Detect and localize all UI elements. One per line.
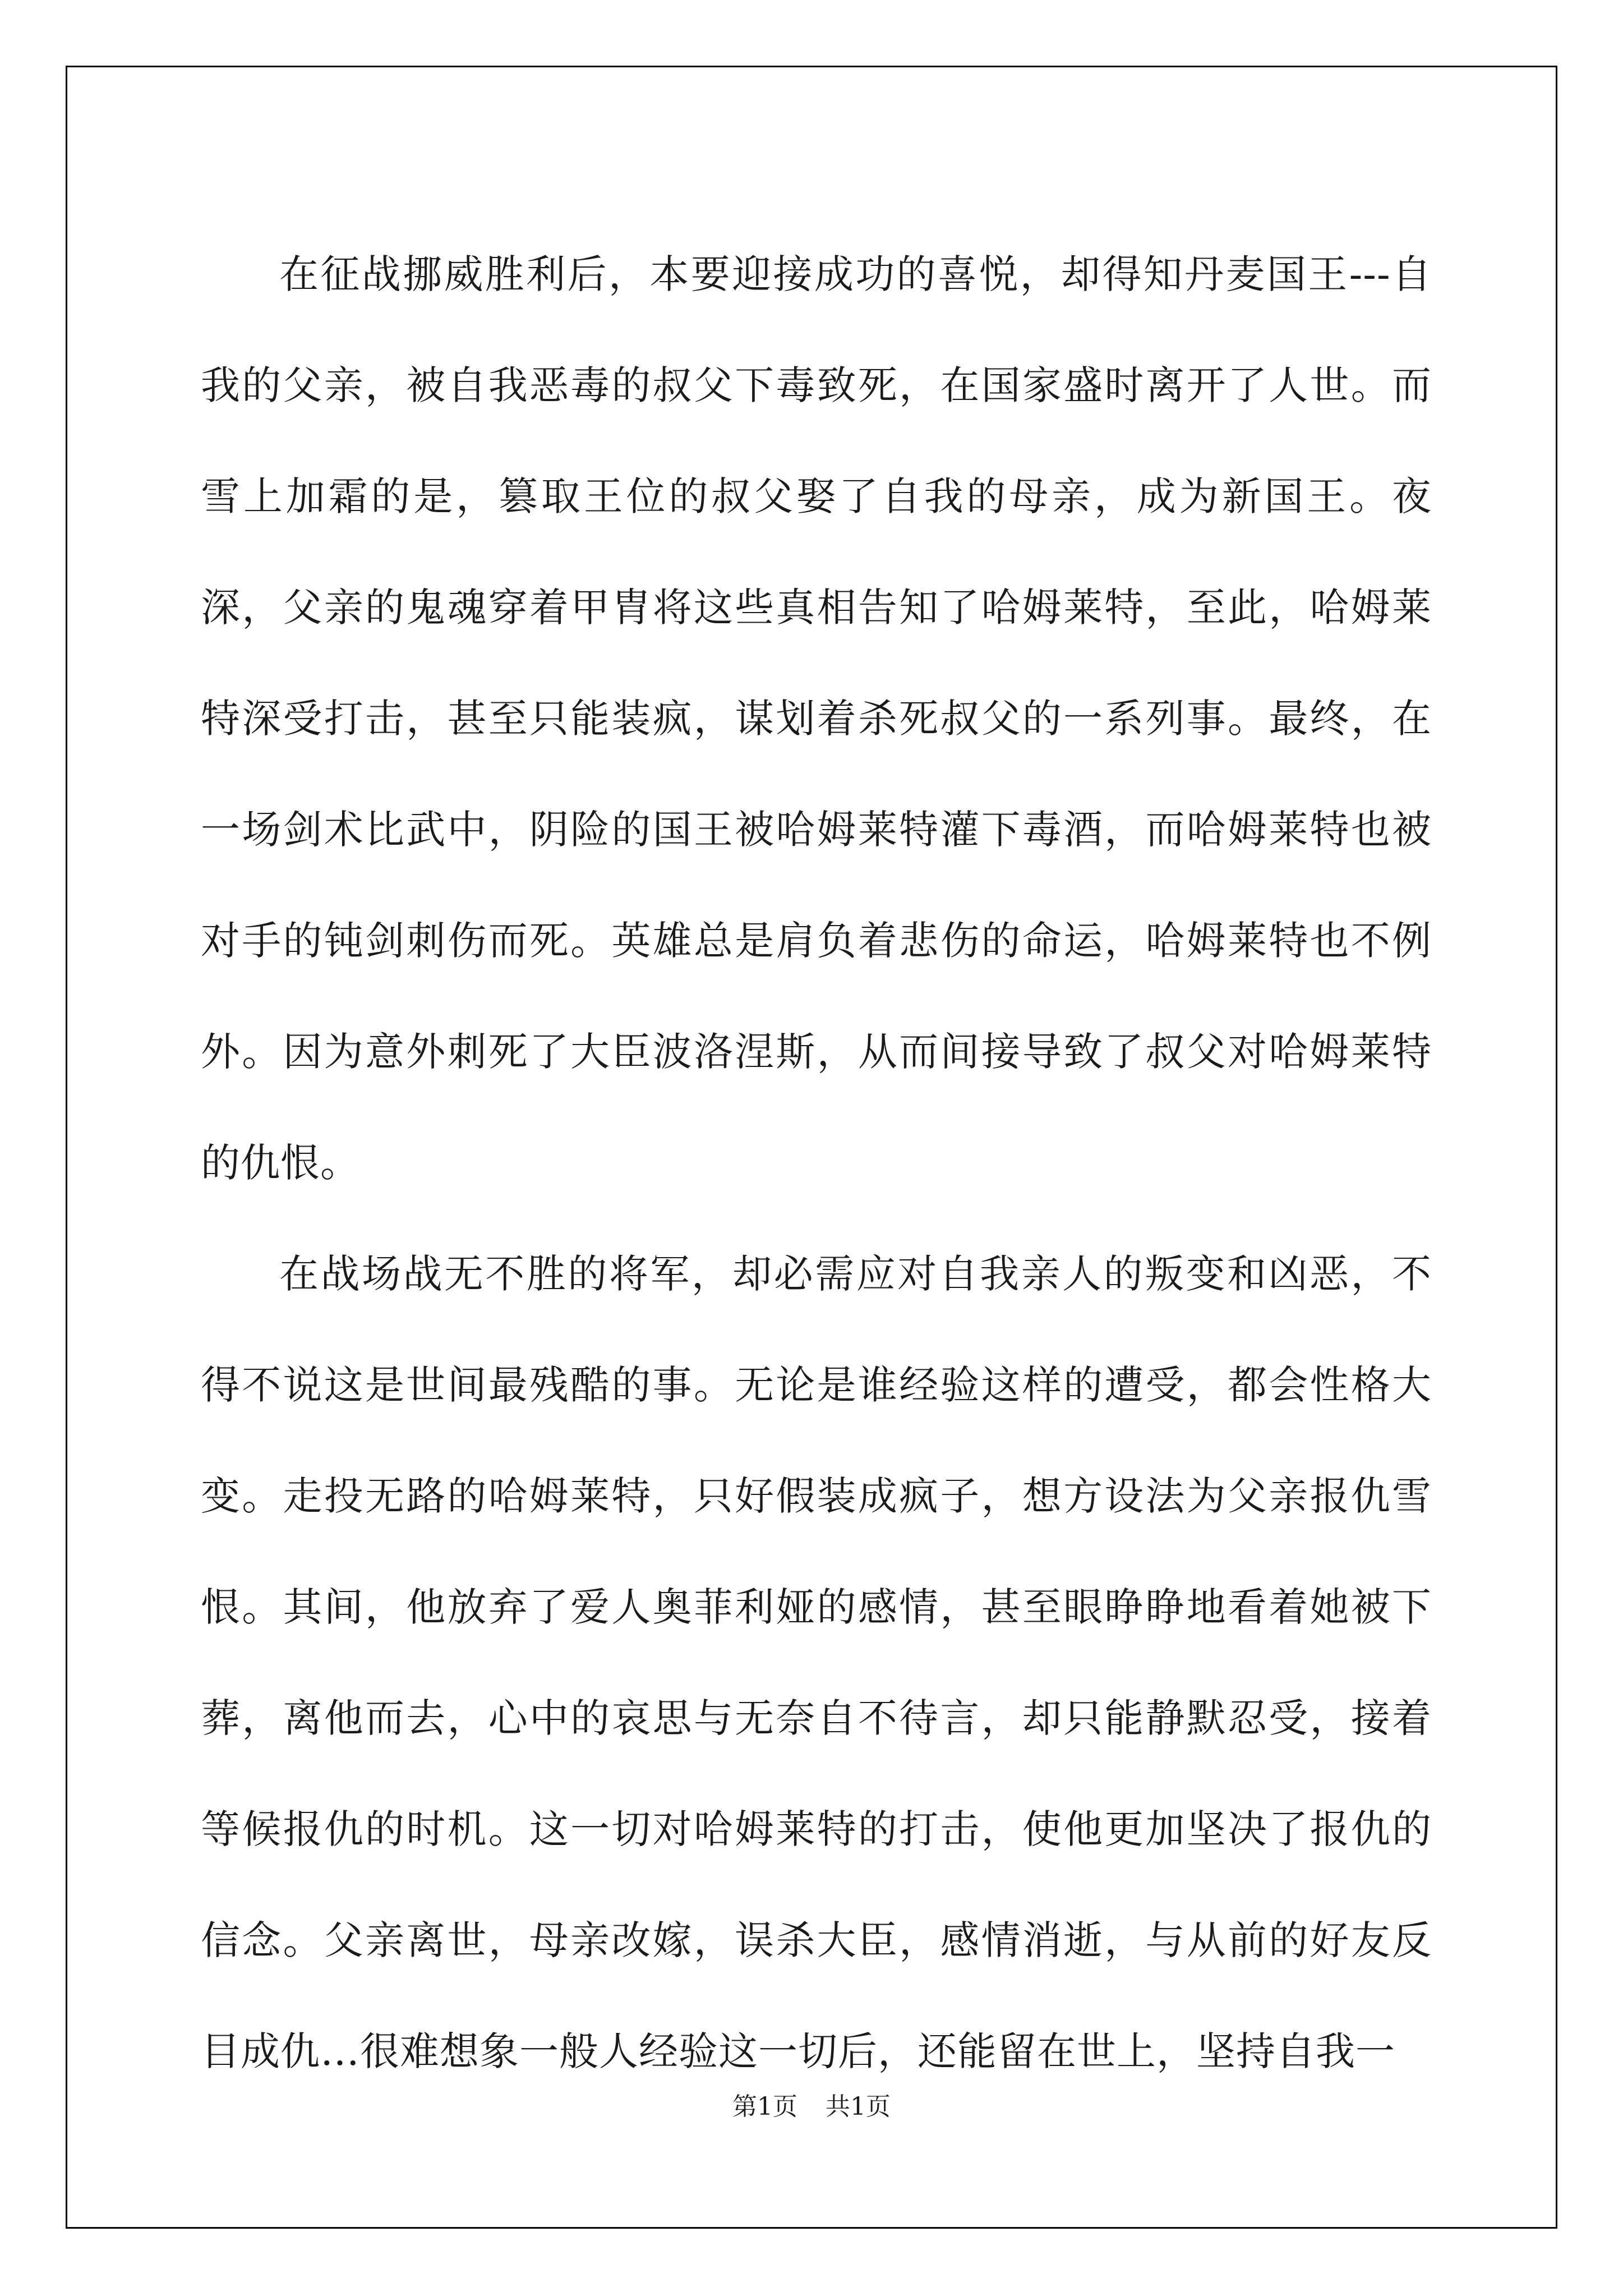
page-number: 第1页 [732,2092,797,2121]
paragraph-2: 在战场战无不胜的将军，却必需应对自我亲人的叛变和凶恶，不得不说这是世间最残酷的事。无论是谁经验这样的遭受，都会性格大变。走投无路的哈姆莱特，只好假装成疯子，想方设法为父亲报仇雪恨。其间，他放弃了爱人奥菲利娅的感情，甚至眼睁睁地看着她被下葬，离他而去，心中的哀思与无奈自不待言，却只能静默忍受，接着等候报仇的时机。这一切对哈姆莱特的打击，使他更加坚决了报仇的信念。父亲离世，母亲改嫁，误杀大臣，感情消逝，与从前的好友反目成仇…很难想象一般人经验这一切后，还能留在世上，坚持自我一 [201,1251,1432,2074]
page-total: 共1页 [826,2092,891,2121]
page-footer [0,2090,1623,2124]
document-body [201,219,1432,2107]
paragraph-1: 在征战挪威胜利后，本要迎接成功的喜悦，却得知丹麦国王---自我的父亲，被自我恶毒的叔父下毒致死，在国家盛时离开了人世。而雪上加霜的是，篡取王位的叔父娶了自我的母亲，成为新国王。夜深，父亲的鬼魂穿着甲胄将这些真相告知了哈姆莱特，至此，哈姆莱特深受打击，甚至只能装疯，谋划着杀死叔父的一系列事。最终，在一场剑术比武中，阴险的国王被哈姆莱特灌下毒酒，而哈姆莱特也被对手的钝剑刺伤而死。英雄总是肩负着悲伤的命运，哈姆莱特也不例外。因为意外刺死了大臣波洛涅斯，从而间接导致了叔父对哈姆莱特的仇恨。 [201,251,1432,1186]
